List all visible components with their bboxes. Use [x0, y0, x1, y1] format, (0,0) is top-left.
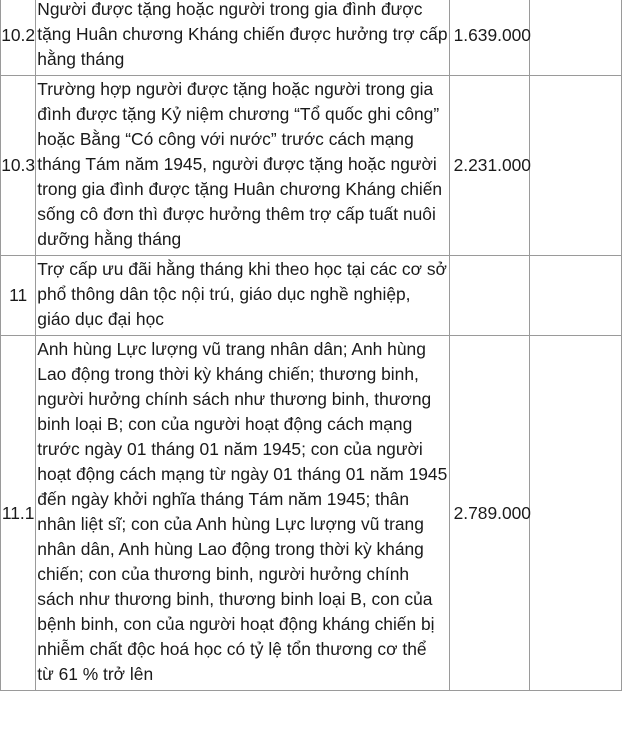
table-row: [1, 0, 622, 76]
row-number: 11.1: [1, 336, 36, 691]
row-amount: 2.231.000: [449, 76, 530, 256]
row-empty-cell: [530, 76, 622, 256]
row-number: 10.3: [1, 76, 36, 256]
row-empty-cell: [530, 0, 622, 76]
row-empty-cell: [530, 256, 622, 336]
row-empty-cell: [530, 336, 622, 691]
row-description: Trợ cấp ưu đãi hằng tháng khi theo học tại các cơ sở phổ thông dân tộc nội trú, giáo dục nghề nghiệp, giáo dục đại học: [36, 256, 449, 336]
table-row: [1, 76, 622, 256]
table-row: [1, 336, 622, 691]
row-number: 11: [1, 256, 36, 336]
row-amount: [449, 256, 530, 336]
row-number: 10.2: [1, 0, 36, 76]
row-amount: 2.789.000: [449, 336, 530, 691]
table-row: [1, 256, 622, 336]
row-description: Người được tặng hoặc người trong gia đình được tặng Huân chương Kháng chiến được hưởng trợ cấp hằng tháng: [36, 0, 449, 76]
row-description: Trường hợp người được tặng hoặc người trong gia đình được tặng Kỷ niệm chương “Tổ quốc ghi công” hoặc Bằng “Có công với nước” trước cách mạng tháng Tám năm 1945, người được tặng hoặc người trong gia đình được tặng Huân chương Kháng chiến sống cô đơn thì được hưởng thêm trợ cấp tuất nuôi dưỡng hằng tháng: [36, 76, 449, 256]
row-description: Anh hùng Lực lượng vũ trang nhân dân; Anh hùng Lao động trong thời kỳ kháng chiến; thương binh, người hưởng chính sách như thương binh, thương binh loại B; con của người hoạt động cách mạng trước ngày 01 tháng 01 năm 1945; con của người hoạt động cách mạng từ ngày 01 tháng 01 năm 1945 đến ngày khởi nghĩa tháng Tám năm 1945; thân nhân liệt sĩ; con của Anh hùng Lực lượng vũ trang nhân dân, Anh hùng Lao động trong thời kỳ kháng chiến; con của thương binh, người hưởng chính sách như thương binh, thương binh loại B, con của bệnh binh, con của người hoạt động kháng chiến bị nhiễm chất độc hoá học có tỷ lệ tổn thương cơ thể từ 61 % trở lên: [36, 336, 449, 691]
row-amount: 1.639.000: [449, 0, 530, 76]
